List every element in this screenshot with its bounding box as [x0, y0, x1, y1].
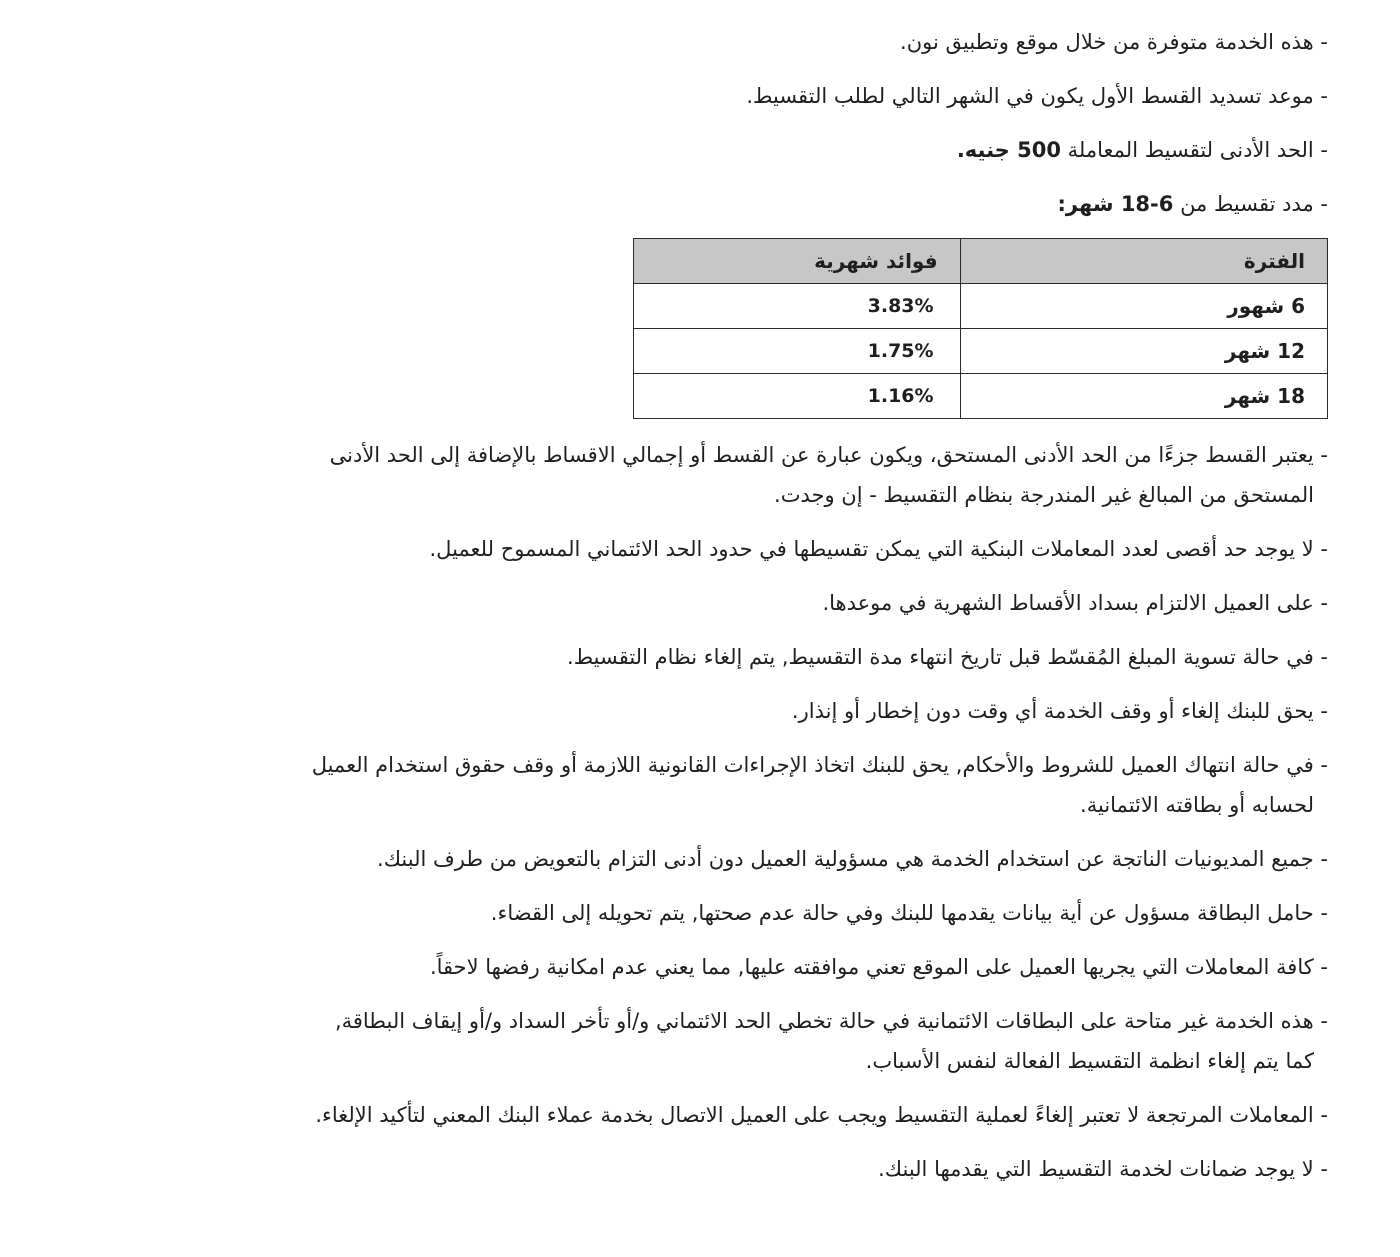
term-debt-responsibility — [40, 839, 1328, 879]
cell-monthly-interest: 1.16% — [634, 374, 961, 419]
term-text: - يعتبر القسط جزءًا من الحد الأدنى المستحق، ويكون عبارة عن القسط أو إجمالي الاقساط بالإضافة إلى الحد الأدنى — [329, 443, 1328, 467]
table-header-row — [634, 239, 1328, 284]
term-text-continuation: لحسابه أو بطاقته الائتمانية. — [1080, 793, 1314, 817]
term-first-payment — [40, 76, 1328, 116]
term-installment-composition — [40, 435, 1328, 515]
term-bold-value: 6-18 شهر: — [1057, 192, 1174, 216]
term-text: - موعد تسديد القسط الأول يكون في الشهر التالي لطلب التقسيط. — [746, 84, 1328, 108]
term-payment-commitment — [40, 583, 1328, 623]
term-installment-periods — [40, 184, 1328, 224]
interest-rates-table — [633, 238, 1328, 419]
term-text: - مدد تقسيط من — [1173, 192, 1328, 216]
term-minimum-amount — [40, 130, 1328, 170]
cell-monthly-interest: 3.83% — [634, 284, 961, 329]
term-text: - الحد الأدنى لتقسيط المعاملة — [1060, 138, 1328, 162]
table-row — [634, 284, 1328, 329]
term-refunds — [40, 1095, 1328, 1135]
term-early-settlement — [40, 637, 1328, 677]
term-text-continuation: كما يتم إلغاء انظمة التقسيط الفعالة لنفس الأسباب. — [865, 1049, 1314, 1073]
term-text: - في حالة تسوية المبلغ المُقسّط قبل تاريخ انتهاء مدة التقسيط, يتم إلغاء نظام التقسيط. — [567, 645, 1328, 669]
cell-period: 12 شهر — [960, 329, 1327, 374]
table-row — [634, 329, 1328, 374]
term-cardholder-data — [40, 893, 1328, 933]
cell-period: 6 شهور — [960, 284, 1327, 329]
term-text: - يحق للبنك إلغاء أو وقف الخدمة أي وقت دون إخطار أو إنذار. — [791, 699, 1328, 723]
term-text: - جميع المديونيات الناتجة عن استخدام الخدمة هي مسؤولية العميل دون أدنى التزام بالتعويض من طرف البنك. — [377, 847, 1328, 871]
term-bold-value: 500 جنيه. — [956, 138, 1061, 162]
term-violation — [40, 745, 1328, 825]
term-text: - كافة المعاملات التي يجريها العميل على الموقع تعني موافقته عليها, مما يعني عدم امكانية رفضها لاحقاً. — [429, 955, 1328, 979]
cell-monthly-interest: 1.75% — [634, 329, 961, 374]
term-text: - لا يوجد حد أقصى لعدد المعاملات البنكية التي يمكن تقسيطها في حدود الحد الائتماني المسموح للعميل. — [429, 537, 1328, 561]
term-text-continuation: المستحق من المبالغ غير المندرجة بنظام التقسيط - إن وجدت. — [774, 483, 1314, 507]
term-text: - هذه الخدمة متوفرة من خلال موقع وتطبيق نون. — [900, 30, 1328, 54]
term-bank-cancel-right — [40, 691, 1328, 731]
term-unavailability — [40, 1001, 1328, 1081]
term-text: - في حالة انتهاك العميل للشروط والأحكام, يحق للبنك اتخاذ الإجراءات القانونية اللازمة أو وقف حقوق استخدام العميل — [311, 753, 1328, 777]
table-row — [634, 374, 1328, 419]
header-period: الفترة — [960, 239, 1327, 284]
term-no-max-transactions — [40, 529, 1328, 569]
term-text: - المعاملات المرتجعة لا تعتبر إلغاءً لعملية التقسيط ويجب على العميل الاتصال بخدمة عملاء البنك المعني لتأكيد الإلغاء. — [315, 1103, 1328, 1127]
term-text: - حامل البطاقة مسؤول عن أية بيانات يقدمها للبنك وفي حالة عدم صحتها, يتم تحويله إلى القضاء. — [490, 901, 1328, 925]
term-text: - لا يوجد ضمانات لخدمة التقسيط التي يقدمها البنك. — [878, 1157, 1328, 1181]
term-text: - على العميل الالتزام بسداد الأقساط الشهرية في موعدها. — [822, 591, 1328, 615]
term-no-guarantees — [40, 1149, 1328, 1189]
term-availability — [40, 22, 1328, 62]
term-text: - هذه الخدمة غير متاحة على البطاقات الائتمانية في حالة تخطي الحد الائتماني و/أو تأخر السداد و/أو إيقاف البطاقة, — [334, 1009, 1328, 1033]
header-monthly-interest: فوائد شهرية — [634, 239, 961, 284]
cell-period: 18 شهر — [960, 374, 1327, 419]
term-transaction-consent — [40, 947, 1328, 987]
